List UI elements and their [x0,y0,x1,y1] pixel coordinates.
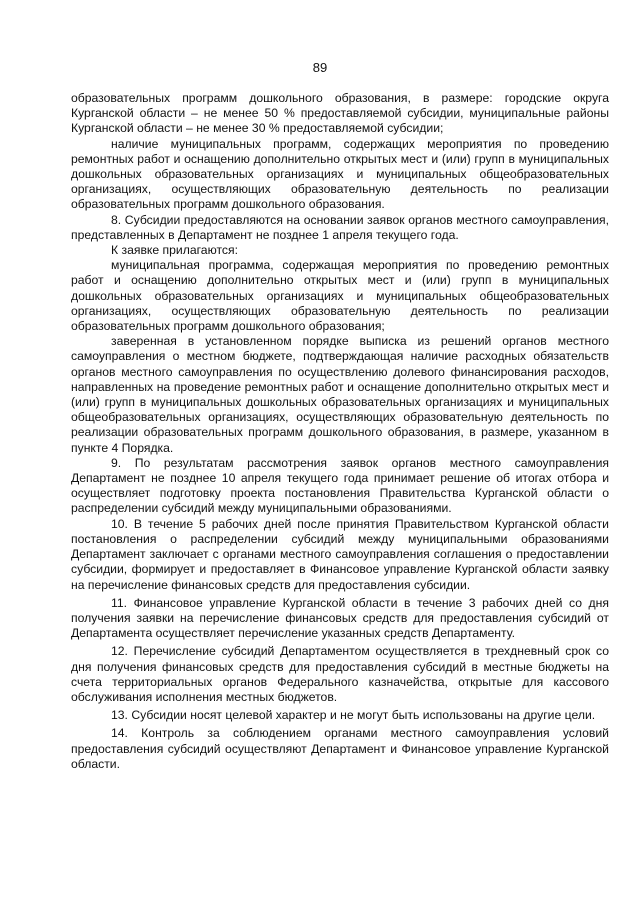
paragraph-8: 8. Субсидии предоставляются на основании заявок органов местного самоуправления, представленных в Департамент не позднее 1 апреля текущего года. [71,212,609,242]
paragraph-attachments-heading: К заявке прилагаются: [111,243,238,258]
paragraph-attachment-program: муниципальная программа, содержащая мероприятия по проведению ремонтных работ и оснащению дополнительно открытых мест и (или) групп в муниципальных дошкольных образовательных организациях и муниципальных общеобразовательных организациях, осуществляющих образовательную деятельность по реализации образовательных программ дошкольного образования; [71,258,609,334]
document-body [71,91,609,772]
paragraph-13: 13. Субсидии носят целевой характер и не могут быть использованы на другие цели. [111,708,596,723]
paragraph-10: 10. В течение 5 рабочих дней после принятия Правительством Курганской области постановления о распределении субсидий между муниципальными образованиями Департамент заключает с органами местного самоуправления соглашения о предоставлении субсидии, формирует и предоставляет в Финансовое управление Курганской области заявку на перечисление финансовых средств для предоставления субсидии. [71,516,609,592]
paragraph-9: 9. По результатам рассмотрения заявок органов местного самоуправления Департамент не позднее 10 апреля текущего года принимает решение об итогах отбора и осуществляет подготовку проекта постановления Правительства Курганской области о распределении субсидий между муниципальными образованиями. [71,455,609,516]
paragraph-continuation: образовательных программ дошкольного образования, в размере: городские округа Курганской области – не менее 50 % предоставляемой субсидии, муниципальные районы Курганской области – не менее 30 % предоставляемой субсидии; [71,91,609,136]
paragraph-programs-requirement: наличие муниципальных программ, содержащих мероприятия по проведению ремонтных работ и оснащению дополнительно открытых мест и (или) групп в муниципальных дошкольных образовательных организациях и муниципальных общеобразовательных организациях, осуществляющих образовательную деятельность по реализации образовательных программ дошкольного образования. [71,136,609,212]
paragraph-12: 12. Перечисление субсидий Департаментом осуществляется в трехдневный срок со дня получения финансовых средств для предоставления субсидий в местные бюджеты на счета территориальных органов Федерального казначейства, открытые для кассового обслуживания исполнения местных бюджетов. [71,644,609,704]
paragraph-14: 14. Контроль за соблюдением органами местного самоуправления условий предоставления субсидий осуществляют Департамент и Финансовое управление Курганской области. [71,726,609,771]
paragraph-attachment-extract: заверенная в установленном порядке выписка из решений органов местного самоуправления о местном бюджете, подтверждающая наличие расходных обязательств органов местного самоуправления по осуществлению долевого финансирования расходов, направленных на проведение ремонтных работ и оснащение дополнительно открытых мест и (или) групп в муниципальных дошкольных образовательных организациях и муниципальных общеобразовательных организациях, осуществляющих образовательную деятельность по реализации образовательных программ дошкольного образования, в размере, указанном в пункте 4 Порядка. [71,334,609,455]
paragraph-11: 11. Финансовое управление Курганской области в течение 3 рабочих дней со дня получения заявки на перечисление финансовых средств для предоставления субсидий от Департамента осуществляет перечисление указанных средств Департаменту. [71,595,609,641]
page-number: 89 [312,60,328,75]
